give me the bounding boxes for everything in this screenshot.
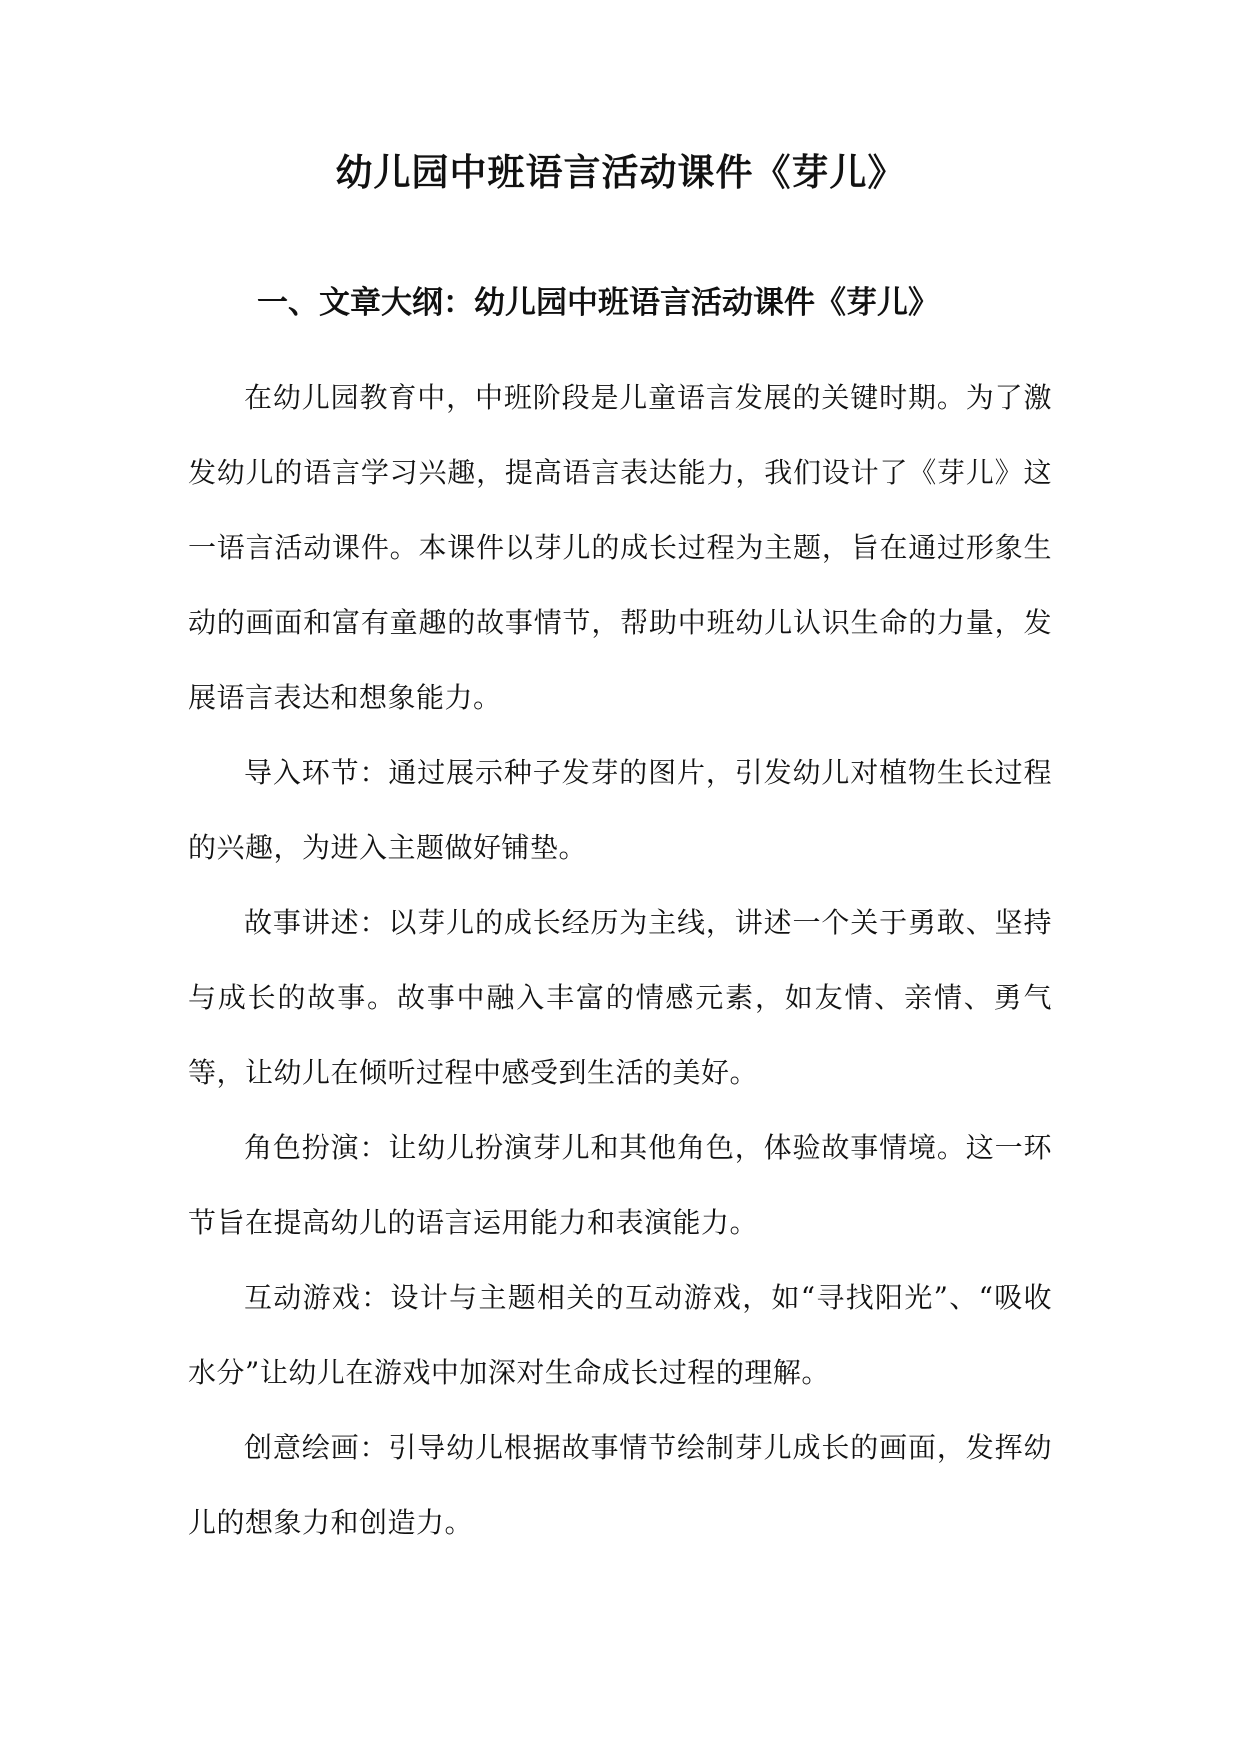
document-body (188, 360, 1052, 1560)
document-title: 幼儿园中班语言活动课件《芽儿》 (335, 151, 906, 194)
paragraph-introduction-step: 导入环节：通过展示种子发芽的图片，引发幼儿对植物生长过程的兴趣，为进入主题做好铺垫。 (188, 756, 1052, 864)
paragraph-interactive-game: 互动游戏：设计与主题相关的互动游戏，如“寻找阳光”、“吸收水分”让幼儿在游戏中加深对生命成长过程的理解。 (188, 1281, 1052, 1389)
paragraph-creative-drawing: 创意绘画：引导幼儿根据故事情节绘制芽儿成长的画面，发挥幼儿的想象力和创造力。 (188, 1431, 1052, 1539)
paragraph-role-play: 角色扮演：让幼儿扮演芽儿和其他角色，体验故事情境。这一环节旨在提高幼儿的语言运用能力和表演能力。 (188, 1131, 1052, 1239)
section-heading: 一、文章大纲：幼儿园中班语言活动课件《芽儿》 (257, 285, 939, 321)
paragraph-storytelling: 故事讲述：以芽儿的成长经历为主线，讲述一个关于勇敢、坚持与成长的故事。故事中融入丰富的情感元素，如友情、亲情、勇气等，让幼儿在倾听过程中感受到生活的美好。 (188, 906, 1052, 1089)
paragraph-intro: 在幼儿园教育中，中班阶段是儿童语言发展的关键时期。为了激发幼儿的语言学习兴趣，提高语言表达能力，我们设计了《芽儿》这一语言活动课件。本课件以芽儿的成长过程为主题，旨在通过形象生动的画面和富有童趣的故事情节，帮助中班幼儿认识生命的力量，发展语言表达和想象能力。 (188, 381, 1052, 714)
